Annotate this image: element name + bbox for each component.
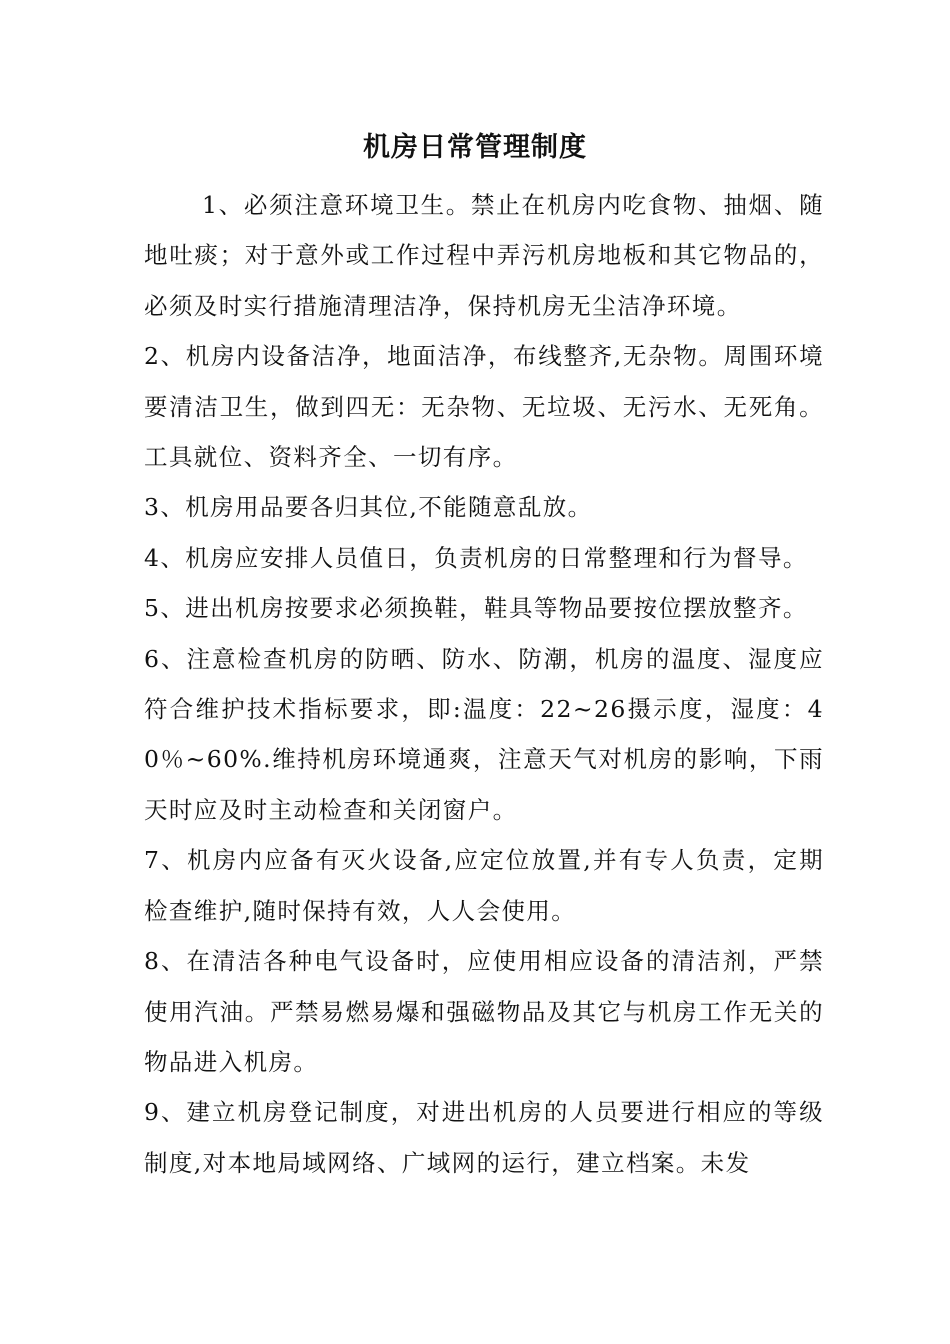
paragraph-8: 8、在清洁各种电气设备时，应使用相应设备的清洁剂，严禁使用汽油。严禁易燃易爆和强磁物品及其它与机房工作无关的物品进入机房。: [144, 947, 824, 1076]
paragraph-7: 7、机房内应备有灭火设备,应定位放置,并有专人负责，定期检查维护,随时保持有效，人人会使用。: [144, 846, 824, 925]
paragraph-3: 3、机房用品要各归其位,不能随意乱放。: [144, 493, 593, 522]
paragraph-6: 6、注意检查机房的防晒、防水、防潮，机房的温度、湿度应符合维护技术指标要求，即:温度：22~26摄示度，湿度：40％~60%.维持机房环境通爽，注意天气对机房的影响，下雨天时应及时主动检查和关闭窗户。: [144, 644, 824, 824]
paragraph-4: 4、机房应安排人员值日，负责机房的日常整理和行为督导。: [144, 543, 808, 572]
document-body: [144, 180, 824, 1188]
document-title: 机房日常管理制度: [363, 132, 587, 163]
paragraph-9: 9、建立机房登记制度，对进出机房的人员要进行相应的等级制度,对本地局域网络、广域网的运行，建立档案。未发: [144, 1098, 824, 1177]
paragraph-2: 2、机房内设备洁净，地面洁净，布线整齐,无杂物。周围环境要清洁卫生，做到四无：无杂物、无垃圾、无污水、无死角。工具就位、资料齐全、一切有序。: [144, 342, 824, 472]
paragraph-1: 1、必须注意环境卫生。禁止在机房内吃食物、抽烟、随地吐痰；对于意外或工作过程中弄污机房地板和其它物品的，必须及时实行措施清理洁净，保持机房无尘洁净环境。: [144, 191, 824, 320]
paragraph-5: 5、进出机房按要求必须换鞋，鞋具等物品要按位摆放整齐。: [144, 594, 808, 623]
